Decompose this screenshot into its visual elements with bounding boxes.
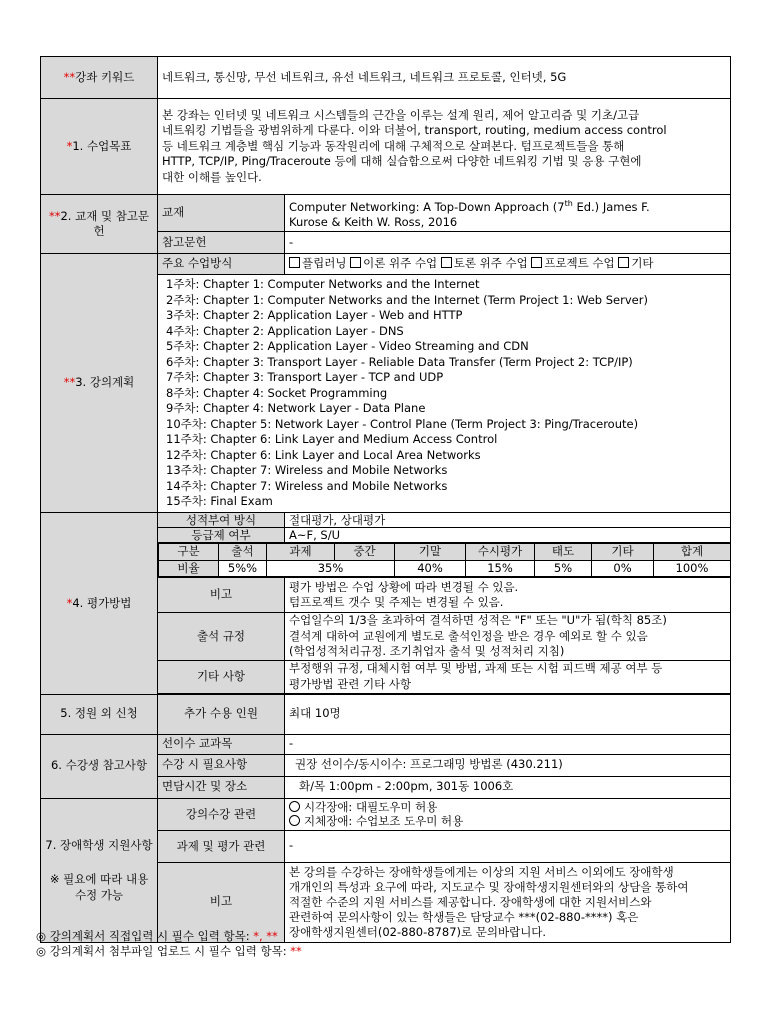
- textbook-sub-label: 교재: [158, 195, 285, 232]
- lecture-support-label: 강의수강 관련: [158, 798, 285, 830]
- eval-note-value: 평가 방법은 수업 상황에 따라 변경될 수 있음. 텀프로젝트 갯수 및 주제는 변경될 수 있음.: [285, 578, 731, 613]
- office-value: 화/목 1:00pm - 2:00pm, 301동 1006호: [285, 776, 731, 798]
- textbook-label: **2. 교재 및 참고문헌: [41, 195, 158, 254]
- ratio-header: 구분: [159, 544, 219, 561]
- ratio-attendance: 5%%: [219, 560, 267, 577]
- weekly-plan: [158, 275, 731, 513]
- required-mark: **: [63, 375, 76, 390]
- grade-value: A~F, S/U: [285, 528, 731, 543]
- week-item: 10주차: Chapter 5: Network Layer - Control Plane (Term Project 3: Ping/Traceroute): [166, 416, 639, 431]
- grading-value: 절대평가, 상대평가: [285, 513, 731, 528]
- week-item: 6주차: Chapter 3: Transport Layer - Reliable Data Transfer (Term Project 2: TCP/IP): [166, 354, 633, 369]
- ratio-table: [158, 543, 731, 577]
- goal-label: *1. 수업목표: [41, 99, 158, 195]
- disability-note-value: 본 강의를 수강하는 장애학생들에게는 이상의 지원 서비스 이외에도 장애학생 개개인의 특성과 요구에 따라, 지도교수 및 장애학생지원센터와의 상담을 통하여 적절한 수준의 지원 서비스를 제공합니다. 장애학생에 대한 지원서비스와 관련하여 문의사항이 있는 학생들은 담당교수 ***(02-880-****) 혹은 장애학생지원센터(02-880-8787)로 문의바랍니다.: [285, 862, 731, 942]
- lecture-support-value: 시각장애: 대필도우미 허용 지체장애: 수업보조 도우미 허용: [285, 798, 731, 830]
- keyword-label: **강좌 키워드: [41, 57, 158, 99]
- student-ref-label: 6. 수강생 참고사항: [41, 734, 158, 798]
- method-options: 플립러닝 이론 위주 수업 토론 위주 수업 프로젝트 수업 기타: [285, 254, 731, 275]
- ratio-header: 합계: [654, 544, 731, 561]
- week-item: 13주차: Chapter 7: Wireless and Mobile Networks: [166, 463, 448, 478]
- week-item: 8주차: Chapter 4: Socket Programming: [166, 385, 388, 400]
- required-mark: *: [66, 138, 73, 153]
- attendance-rule-label: 출석 규정: [158, 613, 285, 661]
- checkbox-etc[interactable]: [618, 257, 629, 268]
- ratio-total: 100%: [654, 560, 731, 577]
- footnote-file-upload: ◎ 강의계획서 첨부파일 업로드 시 필수 입력 항목: **: [36, 944, 302, 958]
- ratio-header: 중간: [335, 544, 395, 561]
- keyword-value: 네트워크, 통신망, 무선 네트워크, 유선 네트워크, 네트워크 프로토콜, 인터넷, 5G: [158, 57, 731, 99]
- reference-value: -: [285, 232, 731, 254]
- ratio-attitude: 5%: [535, 560, 592, 577]
- needs-sub-label: 수강 시 필요사항: [158, 754, 285, 776]
- plan-label: **3. 강의계획: [41, 254, 158, 513]
- circle-icon: [289, 815, 300, 826]
- ratio-final: 40%: [395, 560, 466, 577]
- disability-label: 7. 장애학생 지원사항 ※ 필요에 따라 내용 수정 가능: [41, 798, 158, 942]
- other-rule-label: 기타 사항: [158, 660, 285, 693]
- goal-text: 본 강좌는 인터넷 및 네트워크 시스템들의 근간을 이루는 설계 원리, 제어 알고리즘 및 기초/고급 네트워킹 기법들을 광범위하게 다룬다. 이와 더불어, transport, routing, medium access control 등 네트워크 계층별 핵심 기능과 동작원리에 대해 구체적으로 살펴본다. 텀프로젝트들을 통해 HTTP, TCP/IP, Ping/Traceroute 등에 대해 실습함으로써 다양한 네트워킹 기법 및 응용 구현에 대한 이해를 높인다.: [158, 99, 731, 195]
- week-item: 2주차: Chapter 1: Computer Networks and the Internet (Term Project 1: Web Server): [166, 292, 648, 307]
- grade-sub-label: 등급제 여부: [158, 528, 285, 543]
- required-mark: **: [48, 208, 61, 223]
- week-item: 4주차: Chapter 2: Application Layer - DNS: [166, 323, 404, 338]
- needs-value: 권장 선이수/동시이수: 프로그래밍 방법론 (430.211): [285, 754, 731, 776]
- ratio-table-cell: [158, 543, 731, 578]
- checkbox-flipped[interactable]: [289, 257, 300, 268]
- checkbox-discussion[interactable]: [441, 257, 452, 268]
- textbook-value: Computer Networking: A Top-Down Approach (7th Ed.) James F. Kurose & Keith W. Ross, 2016: [285, 195, 731, 232]
- week-item: 9주차: Chapter 4: Network Layer - Data Plane: [166, 401, 426, 416]
- grading-sub-label: 성적부여 방식: [158, 513, 285, 528]
- ratio-header: 과제: [267, 544, 335, 561]
- office-sub-label: 면담시간 및 장소: [158, 776, 285, 798]
- reference-sub-label: 참고문헌: [158, 232, 285, 254]
- prereq-sub-label: 선이수 교과목: [158, 734, 285, 754]
- ratio-header: 수시평가: [466, 544, 535, 561]
- prereq-value: -: [285, 734, 731, 754]
- week-item: 14주차: Chapter 7: Wireless and Mobile Networks: [166, 478, 448, 493]
- ratio-header: 기말: [395, 544, 466, 561]
- attendance-rule-value: 수업일수의 1/3을 초과하여 결석하면 성적은 "F" 또는 "U"가 됨(학칙 85조) 결석계 대하여 교원에게 별도로 출석인정을 받은 경우 예외로 할 수 있음 (학업성적처리규정. 조기취업자 출석 및 성적처리 지침): [285, 613, 731, 661]
- week-item: 15주차: Final Exam: [166, 494, 273, 509]
- required-mark: *: [66, 595, 73, 610]
- ratio-etc: 0%: [592, 560, 654, 577]
- circle-icon: [289, 801, 300, 812]
- ratio-quiz: 15%: [466, 560, 535, 577]
- ratio-header: 기타: [592, 544, 654, 561]
- assign-support-label: 과제 및 평가 관련: [158, 830, 285, 862]
- other-rule-value: 부정행위 규정, 대체시험 여부 및 방법, 과제 또는 시험 피드백 제공 여부 등 평가방법 관련 기타 사항: [285, 660, 731, 693]
- method-sub-label: 주요 수업방식: [158, 254, 285, 275]
- week-item: 5주차: Chapter 2: Application Layer - Video Streaming and CDN: [166, 339, 529, 354]
- week-item: 3주차: Chapter 2: Application Layer - Web and HTTP: [166, 308, 463, 323]
- syllabus-table: [40, 56, 731, 943]
- checkbox-project[interactable]: [531, 257, 542, 268]
- checkbox-theory[interactable]: [350, 257, 361, 268]
- footnotes: [36, 929, 302, 959]
- ratio-assign-mid: 35%: [267, 560, 395, 577]
- enroll-label: 5. 정원 외 신청: [41, 694, 158, 734]
- ratio-header: 출석: [219, 544, 267, 561]
- ratio-row-label: 비율: [159, 560, 219, 577]
- required-mark: **: [63, 69, 76, 84]
- week-item: 1주차: Chapter 1: Computer Networks and the Internet: [166, 277, 480, 292]
- week-item: 12주차: Chapter 6: Link Layer and Local Area Networks: [166, 447, 481, 462]
- enroll-sub-label: 추가 수용 인원: [158, 694, 285, 734]
- assign-support-value: -: [285, 830, 731, 862]
- enroll-value: 최대 10명: [285, 694, 731, 734]
- footnote-direct-input: ◎ 강의계획서 직접입력 시 필수 입력 항목: *, **: [36, 929, 278, 943]
- week-item: 7주차: Chapter 3: Transport Layer - TCP and UDP: [166, 370, 444, 385]
- disability-note-label: 비고: [158, 862, 285, 942]
- eval-label: *4. 평가방법: [41, 513, 158, 695]
- ratio-header: 태도: [535, 544, 592, 561]
- week-item: 11주차: Chapter 6: Link Layer and Medium Access Control: [166, 432, 498, 447]
- eval-note-label: 비고: [158, 578, 285, 613]
